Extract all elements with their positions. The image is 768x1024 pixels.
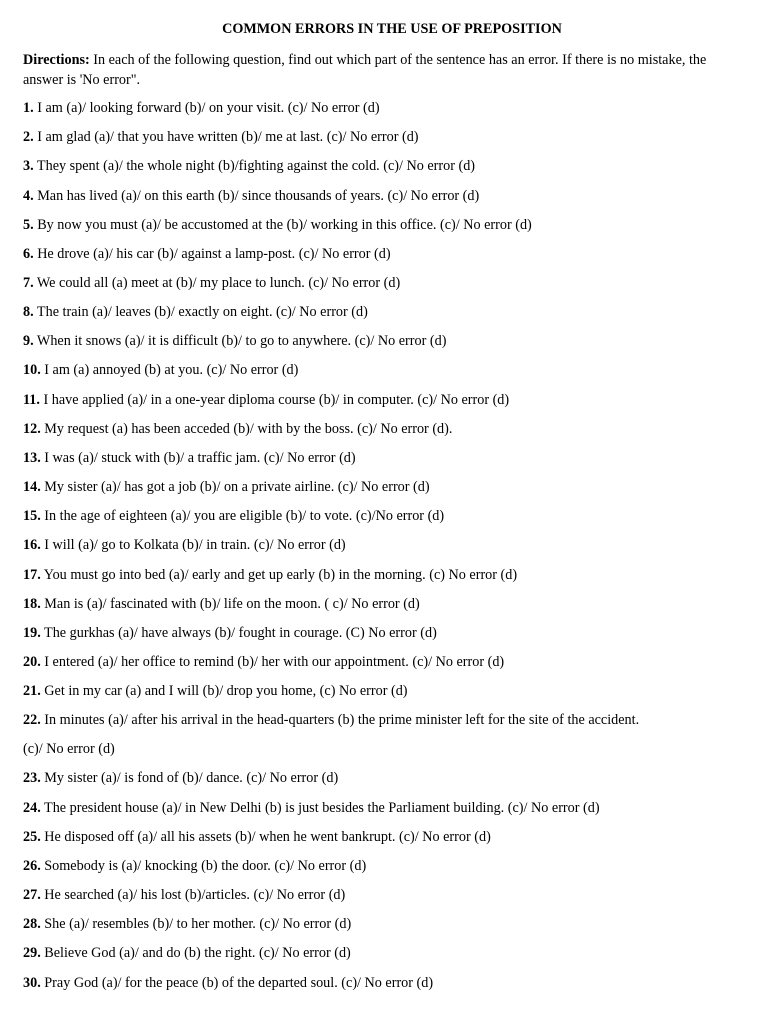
- question-text: My sister (a)/ has got a job (b)/ on a private airline. (c)/ No error (d): [40, 479, 430, 495]
- question-text: I am (a)/ looking forward (b)/ on your visit. (c)/ No error (d): [33, 100, 380, 116]
- question-text: Somebody is (a)/ knocking (b) the door. (c)/ No error (d): [40, 858, 367, 874]
- question-number: 18.: [23, 596, 41, 612]
- question-text: He disposed off (a)/ all his assets (b)/ when he went bankrupt. (c)/ No error (d): [40, 829, 491, 845]
- question-text: By now you must (a)/ be accustomed at the (b)/ working in this office. (c)/ No error (d): [33, 217, 532, 233]
- directions-paragraph: [23, 50, 749, 90]
- question-item: [23, 128, 753, 146]
- question-text: You must go into bed (a)/ early and get up early (b) in the morning. (c) No error (d): [40, 567, 518, 583]
- question-text: My request (a) has been acceded (b)/ with by the boss. (c)/ No error (d).: [40, 421, 453, 437]
- question-continuation: [23, 740, 753, 758]
- question-text: He searched (a)/ his lost (b)/articles. (c)/ No error (d): [40, 887, 346, 903]
- question-number: 24.: [23, 800, 41, 816]
- question-item: [23, 828, 753, 846]
- question-item: [23, 420, 753, 438]
- question-number: 7.: [23, 275, 34, 291]
- question-text: Man is (a)/ fascinated with (b)/ life on the moon. ( c)/ No error (d): [40, 596, 420, 612]
- question-number: 12.: [23, 421, 41, 437]
- question-number: 4.: [23, 188, 34, 204]
- question-text: Believe God (a)/ and do (b) the right. (c)/ No error (d): [40, 945, 351, 961]
- question-number: 27.: [23, 887, 41, 903]
- question-number: 6.: [23, 246, 34, 262]
- question-item: [23, 944, 753, 962]
- question-item: [23, 187, 753, 205]
- question-text: He drove (a)/ his car (b)/ against a lamp-post. (c)/ No error (d): [33, 246, 391, 262]
- question-number: 20.: [23, 654, 41, 670]
- question-text: Pray God (a)/ for the peace (b) of the departed soul. (c)/ No error (d): [40, 975, 434, 991]
- question-text: Get in my car (a) and I will (b)/ drop you home, (c) No error (d): [40, 683, 408, 699]
- question-number: 16.: [23, 537, 41, 553]
- question-item: [23, 391, 753, 409]
- question-text: I will (a)/ go to Kolkata (b)/ in train. (c)/ No error (d): [40, 537, 346, 553]
- question-number: 3.: [23, 158, 34, 174]
- question-item: [23, 799, 753, 817]
- question-item: [23, 216, 753, 234]
- question-number: 15.: [23, 508, 41, 524]
- question-text: We could all (a) meet at (b)/ my place to lunch. (c)/ No error (d): [33, 275, 401, 291]
- question-text: Man has lived (a)/ on this earth (b)/ since thousands of years. (c)/ No error (d): [33, 188, 480, 204]
- question-item: [23, 566, 753, 584]
- question-number: 22.: [23, 712, 41, 728]
- question-text: The gurkhas (a)/ have always (b)/ fought in courage. (C) No error (d): [40, 625, 437, 641]
- question-item: [23, 595, 753, 613]
- page-title: COMMON ERRORS IN THE USE OF PREPOSITION: [222, 21, 562, 37]
- question-item: [23, 915, 753, 933]
- question-number: 25.: [23, 829, 41, 845]
- question-number: 23.: [23, 770, 41, 786]
- question-text: I have applied (a)/ in a one-year diploma course (b)/ in computer. (c)/ No error (d): [39, 392, 510, 408]
- question-text: She (a)/ resembles (b)/ to her mother. (c)/ No error (d): [40, 916, 352, 932]
- question-text: They spent (a)/ the whole night (b)/fighting against the cold. (c)/ No error (d): [33, 158, 476, 174]
- question-text: I entered (a)/ her office to remind (b)/ her with our appointment. (c)/ No error (d): [40, 654, 505, 670]
- question-text: In minutes (a)/ after his arrival in the head-quarters (b) the prime minister left for the site of the accident.: [40, 712, 640, 728]
- question-number: 11.: [23, 392, 40, 408]
- question-item: [23, 449, 753, 467]
- question-number: 1.: [23, 100, 34, 116]
- question-number: 10.: [23, 362, 41, 378]
- question-item: [23, 769, 753, 787]
- question-number: 19.: [23, 625, 41, 641]
- question-item: [23, 857, 753, 875]
- question-text: When it snows (a)/ it is difficult (b)/ to go to anywhere. (c)/ No error (d): [33, 333, 447, 349]
- question-number: 29.: [23, 945, 41, 961]
- question-number: 30.: [23, 975, 41, 991]
- question-item: [23, 974, 753, 992]
- directions-label: Directions:: [23, 52, 90, 68]
- question-number: 21.: [23, 683, 41, 699]
- question-text: The train (a)/ leaves (b)/ exactly on eight. (c)/ No error (d): [33, 304, 368, 320]
- question-item: [23, 711, 753, 729]
- question-text: My sister (a)/ is fond of (b)/ dance. (c)/ No error (d): [40, 770, 339, 786]
- question-item: [23, 99, 753, 117]
- question-number: 8.: [23, 304, 34, 320]
- directions-text: In each of the following question, find out which part of the sentence has an error. If there is no mistake, the answer is 'No error".: [23, 52, 707, 88]
- question-text: I am (a) annoyed (b) at you. (c)/ No error (d): [40, 362, 299, 378]
- question-text: I was (a)/ stuck with (b)/ a traffic jam. (c)/ No error (d): [40, 450, 356, 466]
- question-number: 2.: [23, 129, 34, 145]
- question-item: [23, 245, 753, 263]
- question-text: In the age of eighteen (a)/ you are eligible (b)/ to vote. (c)/No error (d): [40, 508, 445, 524]
- question-number: 14.: [23, 479, 41, 495]
- question-item: [23, 624, 753, 642]
- question-number: 17.: [23, 567, 41, 583]
- question-item: [23, 507, 753, 525]
- question-number: 5.: [23, 217, 34, 233]
- question-number: 26.: [23, 858, 41, 874]
- question-number: 9.: [23, 333, 34, 349]
- question-item: [23, 303, 753, 321]
- question-number: 28.: [23, 916, 41, 932]
- question-text: (c)/ No error (d): [23, 741, 115, 757]
- question-item: [23, 361, 753, 379]
- question-item: [23, 653, 753, 671]
- question-item: [23, 886, 753, 904]
- question-text: The president house (a)/ in New Delhi (b) is just besides the Parliament building. (c)/ No error (d): [40, 800, 600, 816]
- question-item: [23, 682, 753, 700]
- question-item: [23, 332, 753, 350]
- question-item: [23, 274, 753, 292]
- question-number: 13.: [23, 450, 41, 466]
- question-item: [23, 478, 753, 496]
- question-item: [23, 157, 753, 175]
- question-text: I am glad (a)/ that you have written (b)/ me at last. (c)/ No error (d): [33, 129, 419, 145]
- question-item: [23, 536, 753, 554]
